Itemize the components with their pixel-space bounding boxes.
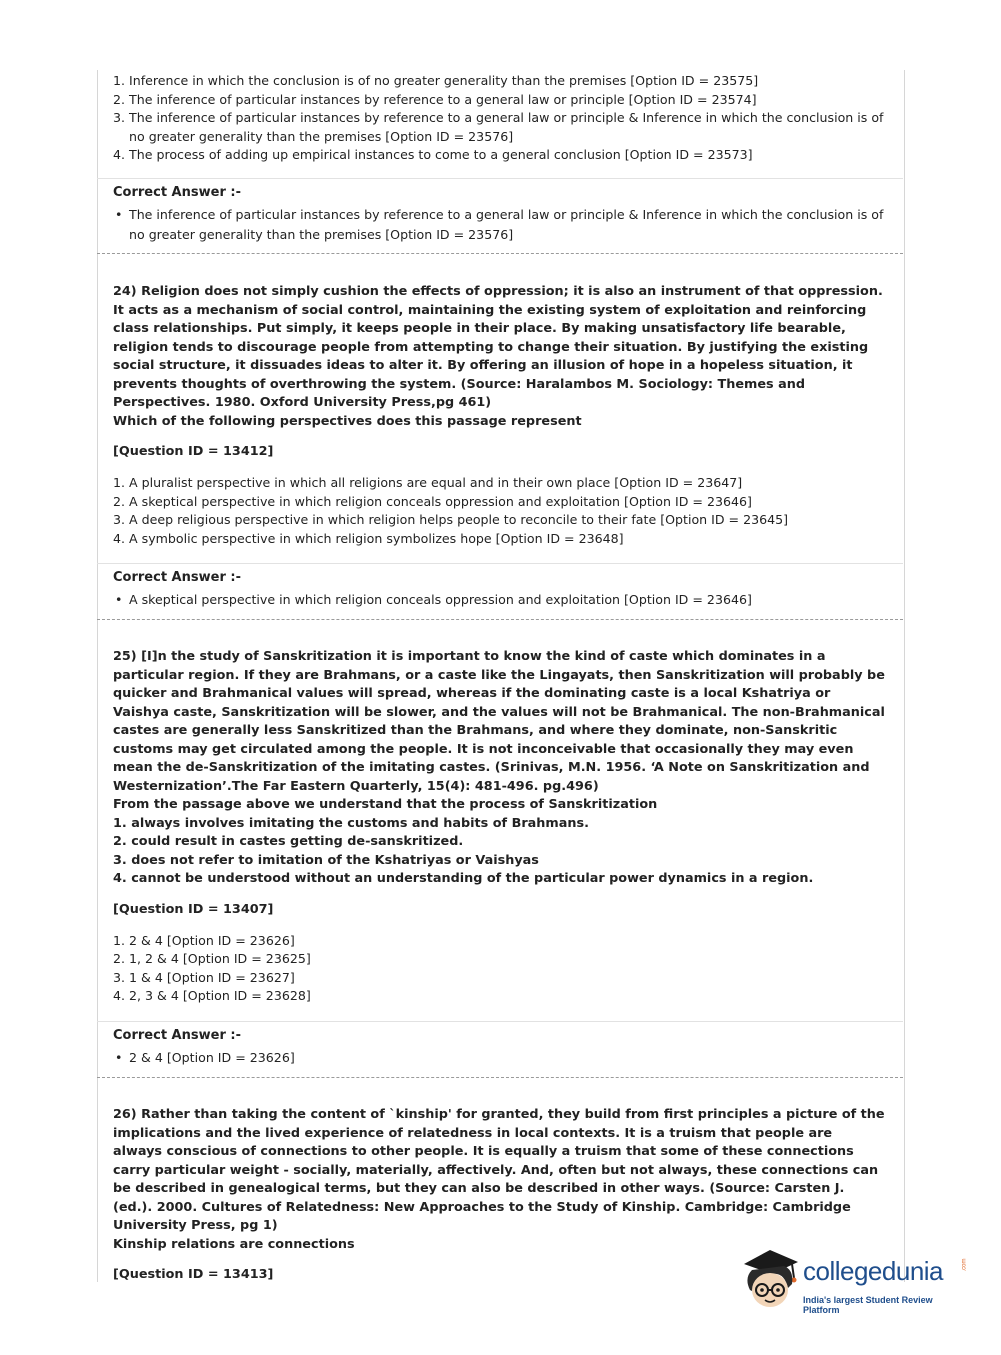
correct-answer-heading: Correct Answer :- (113, 1028, 241, 1043)
collegedunia-logo (740, 1248, 970, 1318)
q23-option-2: 2. The inference of particular instances by reference to a general law or principle [Option ID = 23574] (113, 91, 757, 107)
q26-passage: 26) Rather than taking the content of `kinship' for granted, they build from first principles a picture of the implications and the lived experience of relatedness in local contexts. It is a truism that people are always conscious of connections to other people. It is equally a truism that some of these connections carry particular weight - socially, materially, affectively. And, often but not always, these connections can be described in genealogical terms, but they can also be described in other ways. (Source: Carsten J. (ed.). 2000. Cultures of Relatedness: New Approaches to the Study of Kinship. Cambridge: Cambridge University Press, pg 1) (113, 1107, 885, 1233)
q25-statement-4: 4. cannot be understood without an understanding of the particular power dynamics in a region. (113, 871, 814, 886)
divider (97, 1021, 903, 1022)
question-separator (97, 253, 903, 254)
q23-option-1: 1. Inference in which the conclusion is of no greater generality than the premises [Option ID = 23575] (113, 73, 759, 88)
q25-statement-2: 2. could result in castes getting de-sanskritized. (113, 834, 464, 849)
q25-statement-3: 3. does not refer to imitation of the Kshatriyas or Vaishyas (113, 852, 539, 868)
correct-answer-list (113, 1048, 885, 1068)
q23-option-3: 3. The inference of particular instances by reference to a general law or principle & Inference in which the conclusion is of no greater generality than the premises [Option ID = 23576] (113, 110, 884, 144)
correct-answer-item: • The inference of particular instances by reference to a general law or principle & Inference in which the conclusion is of no greater generality than the premises [Option ID = 23576] (113, 205, 885, 244)
q24-prompt: Which of the following perspectives does this passage represent (113, 413, 582, 429)
divider (97, 178, 903, 179)
question-24 (113, 283, 885, 548)
q25-option-3: 3. 1 & 4 [Option ID = 23627] (113, 969, 295, 985)
q25-option-2: 2. 1, 2 & 4 [Option ID = 23625] (113, 951, 311, 966)
question-separator (97, 619, 903, 620)
q24-option-2: 2. A skeptical perspective in which religion conceals oppression and exploitation [Option ID = 23646] (113, 493, 752, 509)
q25-prompt: From the passage above we understand that the process of Sanskritization (113, 797, 658, 812)
q24-option-3: 3. A deep religious perspective in which religion helps people to reconcile to their fate [Option ID = 23645] (113, 512, 789, 527)
question-separator (97, 1077, 903, 1078)
q23-correct-answer (113, 184, 885, 244)
q25-option-1: 1. 2 & 4 [Option ID = 23626] (113, 932, 295, 948)
q24-option-1: 1. A pluralist perspective in which all religions are equal and in their own place [Option ID = 23647] (113, 475, 743, 490)
logo-tagline: India's largest Student Review Platform (803, 1295, 933, 1315)
q25-option-4: 4. 2, 3 & 4 [Option ID = 23628] (113, 988, 311, 1003)
q25-question-id: [Question ID = 13407] (113, 901, 274, 917)
q26-prompt: Kinship relations are connections (113, 1236, 355, 1252)
correct-answer-heading: Correct Answer :- (113, 570, 241, 585)
correct-answer-list (113, 205, 885, 244)
q24-options (113, 474, 885, 548)
q25-passage: 25) [I]n the study of Sanskritization it is important to know the kind of caste which dominates in a particular region. If they are Brahmans, or a caste like the Lingayats, then Sanskritization will probably be quicker and Brahmanical values will spread, whereas if the dominating caste is a local Kshatriya or Vaishya caste, Sanskritization will be slower, and the values will not be Brahmanical. The non-Brahmanical castes are generally less Sanskritized than the Brahmans, and where they dominate, non-Sanskritic customs may get circulated among the people. It is not inconceivable that occasionally they may even mean the de-Sanskritization of the imitating castes. (Srinivas, M.N. 1956. ‘A Note on Sanskritization and Westernization’.The Far Eastern Quarterly, 15(4): 481-496. pg.496) (113, 649, 885, 794)
divider (97, 563, 903, 564)
q23-option-4: 4. The process of adding up empirical instances to come to a general conclusion [Option ID = 23573] (113, 147, 753, 162)
correct-answer-heading: Correct Answer :- (113, 185, 241, 200)
q24-passage: 24) Religion does not simply cushion the effects of oppression; it is also an instrument of that oppression. It acts as a mechanism of social control, maintaining the existing system of exploitation and reinforcing class relationships. Put simply, it keeps people in their place. By making unsatisfactory life bearable, religion tends to discourage people from attempting to change their situation. By justifying the existing social structure, it dissuades ideas to alter it. By offering an illusion of hope in a hopeless situation, it prevents thoughts of overthrowing the system. (Source: Haralambos M. Sociology: Themes and Perspectives. 1980. Oxford University Press,pg 461) (113, 284, 883, 410)
q23-options (113, 72, 885, 165)
q25-options (113, 932, 885, 1006)
q24-question-id: [Question ID = 13412] (113, 444, 274, 459)
question-25 (113, 648, 885, 1006)
q24-correct-answer (113, 569, 885, 610)
logo-wordmark: collegedunia (803, 1256, 944, 1286)
correct-answer-item: • A skeptical perspective in which religion conceals oppression and exploitation [Option ID = 23646] (113, 590, 885, 610)
q25-correct-answer (113, 1027, 885, 1068)
q25-statement-1: 1. always involves imitating the customs and habits of Brahmans. (113, 815, 589, 831)
correct-answer-item: • 2 & 4 [Option ID = 23626] (113, 1048, 885, 1068)
correct-answer-list (113, 590, 885, 610)
q24-option-4: 4. A symbolic perspective in which religion symbolizes hope [Option ID = 23648] (113, 530, 624, 546)
q26-question-id: [Question ID = 13413] (113, 1267, 274, 1282)
mascot-icon (740, 1248, 802, 1312)
logo-domain-suffix: .com (961, 1258, 968, 1272)
